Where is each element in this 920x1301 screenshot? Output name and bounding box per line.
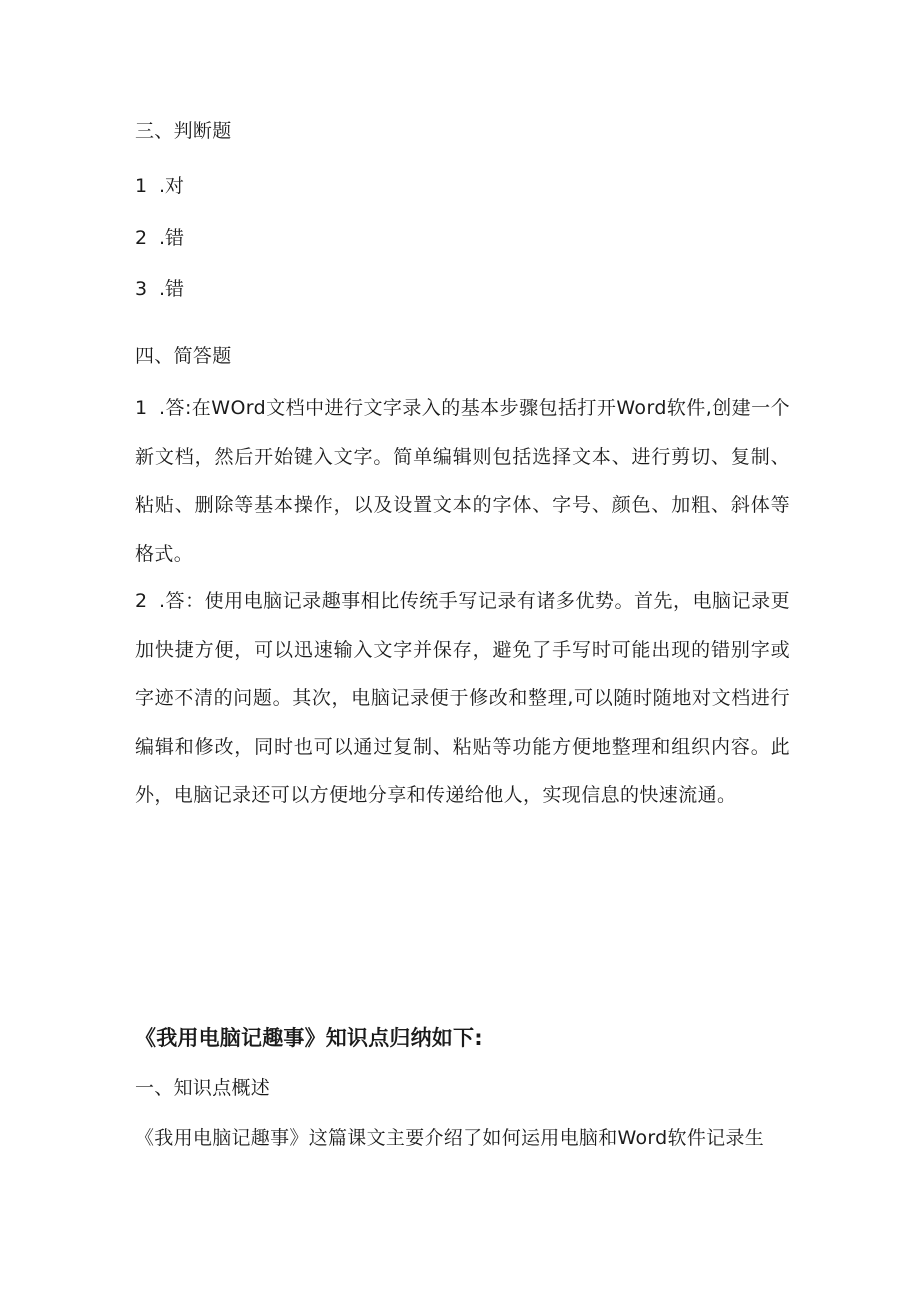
- judgment-item-2: [135, 226, 184, 250]
- summary-intro-line: 《我用电脑记趣事》这篇课文主要介绍了如何运用电脑和Word软件记录生: [135, 1127, 765, 1149]
- judgment-item-1: [135, 174, 184, 198]
- summary-title: 《我用电脑记趣事》知识点归纳如下:: [135, 1026, 483, 1050]
- answer-number: 1: [135, 397, 148, 419]
- answer-number: 2: [135, 590, 148, 612]
- answer-text: .答:在WOrd文档中进行文字录入的基本步骤包括打开Word软件,创建一个新文档，然后开始键入文字。简单编辑则包括选择文本、进行剪切、复制、粘贴、删除等基本操作，以及设置文本的字体、字号、颜色、加粗、斜体等格式。: [135, 397, 790, 565]
- item-number: 3: [135, 278, 148, 300]
- section-4-heading: 四、简答题: [135, 345, 232, 367]
- item-answer: .错: [159, 278, 185, 300]
- item-number: 2: [135, 227, 148, 249]
- section-3-heading: 三、判断题: [135, 120, 232, 142]
- summary-section-1-heading: 一、知识点概述: [135, 1077, 271, 1099]
- item-answer: .错: [159, 227, 185, 249]
- answer-text: .答：使用电脑记录趣事相比传统手写记录有诸多优势。首先，电脑记录更加快捷方便，可以迅速输入文字并保存，避免了手写时可能出现的错别字或字迹不清的问题。其次，电脑记录便于修改和整理,可以随时随地对文档进行编辑和修改，同时也可以通过复制、粘贴等功能方便地整理和组织内容。此外，电脑记录还可以方便地分享和传递给他人，实现信息的快速流通。: [135, 590, 790, 806]
- item-number: 1: [135, 175, 148, 197]
- answer-paragraph-1: [135, 384, 790, 578]
- item-answer: .对: [159, 175, 185, 197]
- answer-paragraph-2: [135, 577, 790, 820]
- judgment-item-3: [135, 277, 184, 301]
